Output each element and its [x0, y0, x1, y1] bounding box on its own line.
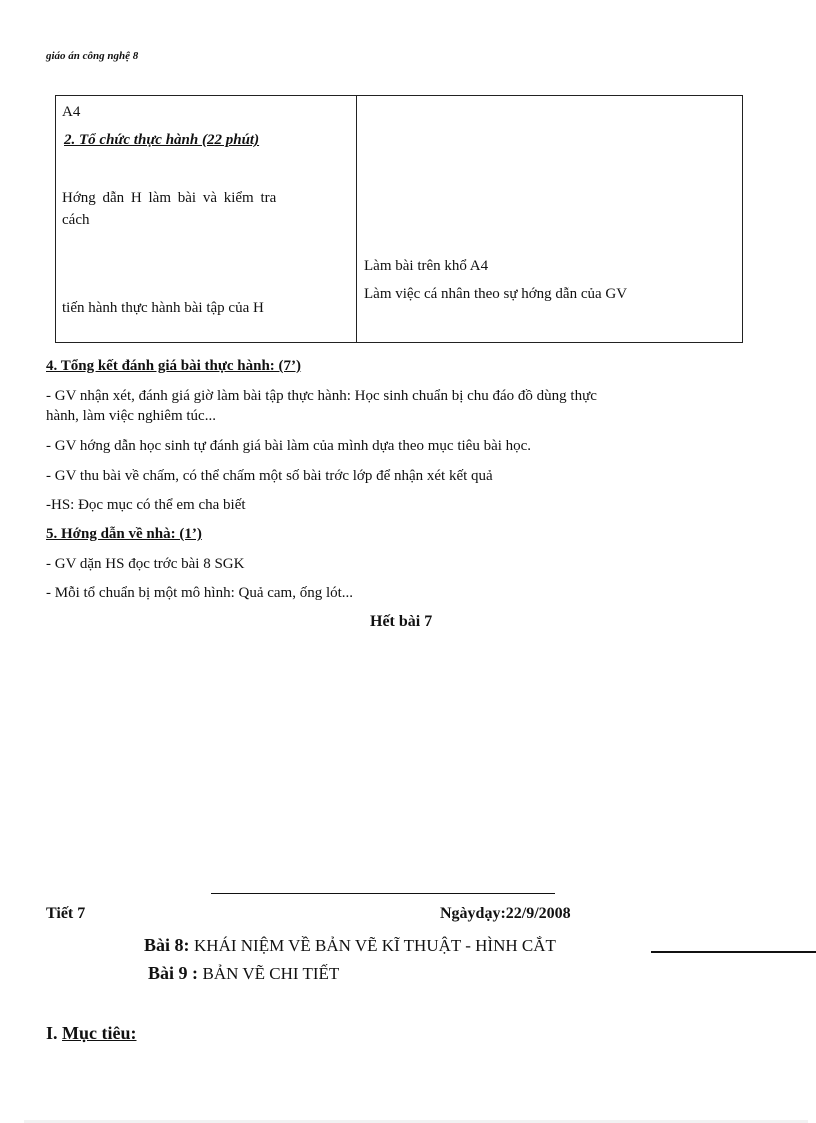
objectives-label: Mục tiêu: [62, 1023, 137, 1043]
section4-para4: -HS: Đọc mục có thể em cha biết [46, 497, 246, 513]
section4-para1-line2: hành, làm việc nghiêm túc... [46, 408, 216, 424]
left-cell-procedure: tiến hành thực hành bài tập của H [62, 300, 264, 316]
table-divider [356, 96, 357, 342]
left-cell-guide-line1: Hớng dẫn H làm bài và kiểm tra [62, 190, 277, 206]
section5-heading: 5. Hớng dẫn về nhà: (1’) [46, 526, 202, 542]
title-rule [651, 951, 816, 953]
left-cell-a4: A4 [62, 104, 81, 120]
section4-para3: - GV thu bài về chấm, có thể chấm một số bài trớc lớp để nhận xét kết quả [46, 468, 493, 484]
left-cell-guide-line2: cách [62, 212, 90, 228]
lesson9-title [148, 963, 339, 984]
section4-para1-line1: - GV nhận xét, đánh giá giờ làm bài tập thực hành: Học sinh chuẩn bị chu đáo đồ dùng thực [46, 388, 597, 404]
teaching-date: Ngàydạy:22/9/2008 [440, 905, 571, 922]
lesson8-title [144, 935, 556, 956]
section4-para2: - GV hớng dẫn học sinh tự đánh giá bài làm của mình dựa theo mục tiêu bài học. [46, 438, 532, 454]
period-label: Tiết 7 [46, 905, 86, 922]
lesson9-name: BẢN VẼ CHI TIẾT [202, 964, 340, 983]
section5-para2: - Mỗi tổ chuẩn bị một mô hình: Quả cam, ống lót... [46, 585, 354, 601]
page-header: giáo án công nghệ 8 [46, 50, 139, 62]
lesson8-prefix: Bài 8: [144, 935, 190, 955]
lesson9-prefix: Bài 9 : [148, 963, 199, 983]
right-cell-work-mode: Làm việc cá nhân theo sự hớng dẫn của GV [364, 286, 628, 302]
section4-heading: 4. Tổng kết đánh giá bài thực hành: (7’) [46, 358, 302, 374]
separator-line [211, 893, 555, 894]
objectives-roman: I. [46, 1023, 58, 1043]
objectives-heading [46, 1023, 137, 1044]
section5-para1: - GV dặn HS đọc trớc bài 8 SGK [46, 556, 245, 572]
lesson8-name: KHÁI NIỆM VỀ BẢN VẼ KĨ THUẬT - HÌNH CẮT [194, 936, 556, 955]
practice-heading: 2. Tổ chức thực hành (22 phút) [64, 132, 260, 148]
activity-table [55, 95, 743, 343]
right-cell-task: Làm bài trên khổ A4 [364, 258, 489, 274]
end-of-lesson-label: Hết bài 7 [370, 613, 433, 630]
